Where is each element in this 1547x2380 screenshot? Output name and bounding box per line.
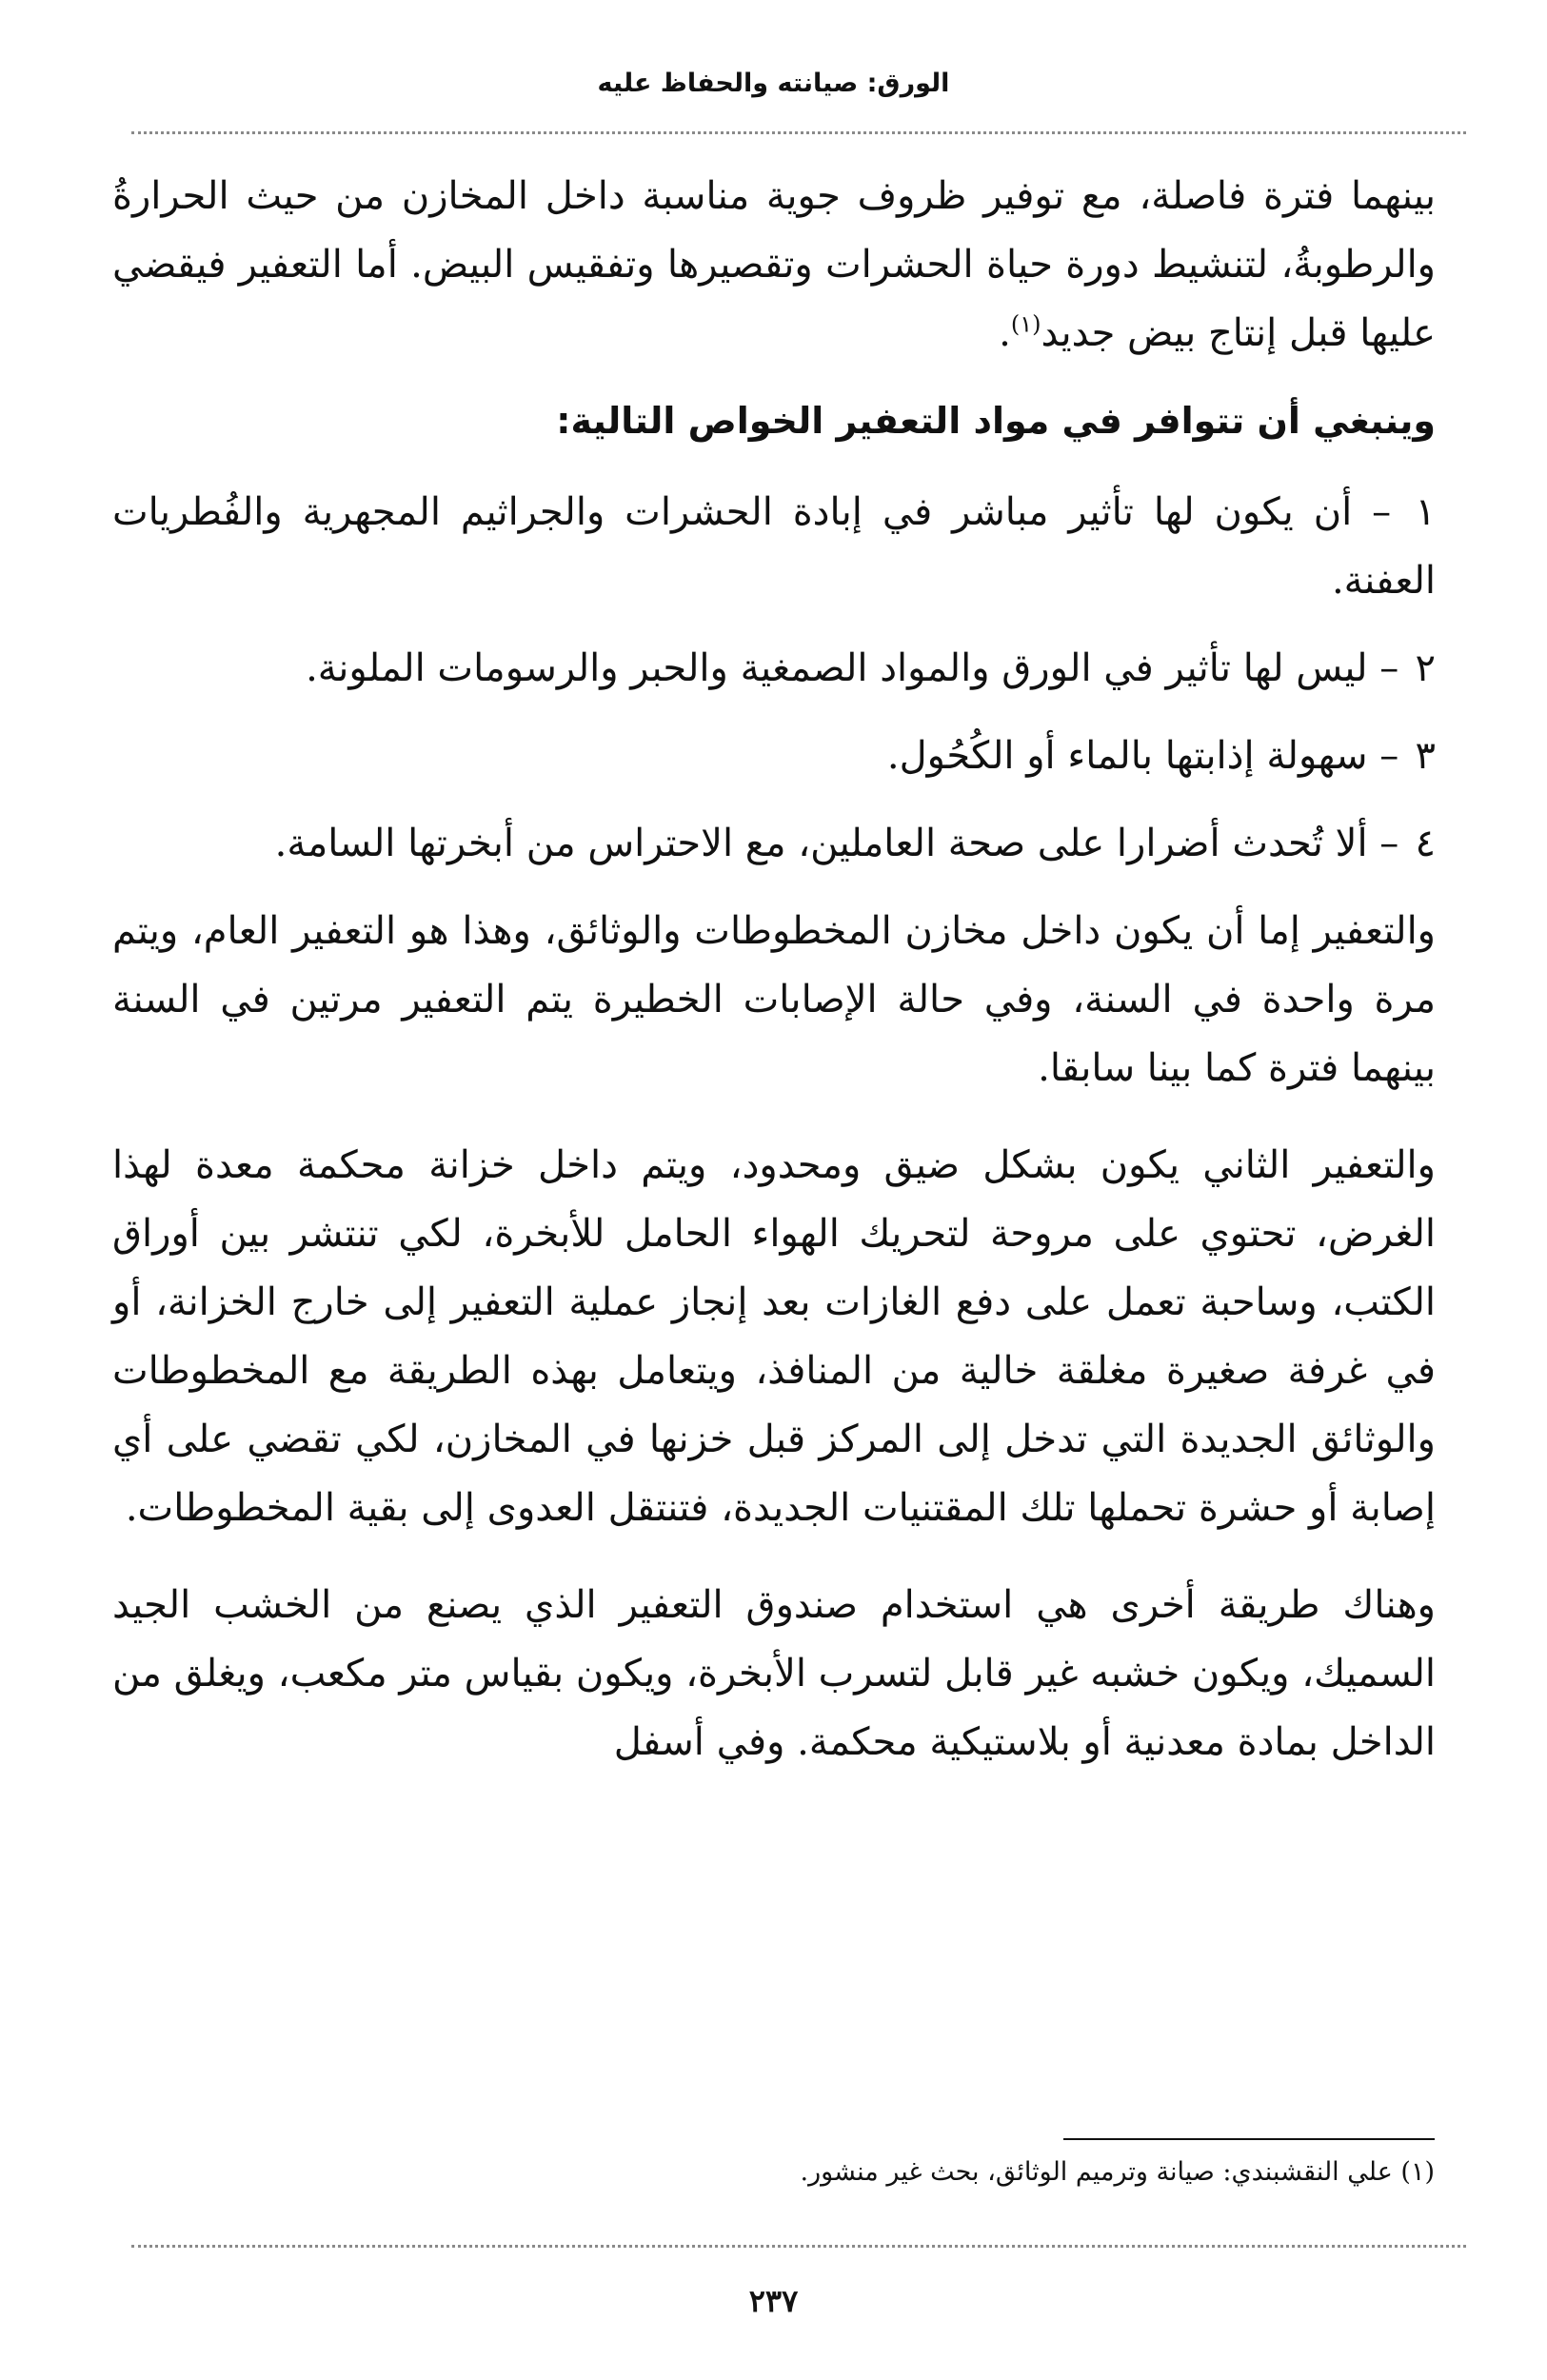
- list-item-text: – سهولة إذابتها بالماء أو الكُحُول.: [886, 734, 1399, 778]
- list-item: [112, 478, 1436, 615]
- list-item: [112, 722, 1436, 790]
- page-body: [112, 162, 1436, 1805]
- list-item-number: ٤: [1415, 822, 1436, 865]
- paragraph-text: بينهما فترة فاصلة، مع توفير ظروف جوية مناسبة داخل المخازن من حيث الحرارةُ والرطوبةُ، لتنشيط دورة حياة الحشرات وتقصيرها وتفقيس البيض. أما التعفير فيقضي عليها قبل إنتاج بيض جديد: [112, 174, 1436, 355]
- page-number: ٢٣٧: [748, 2283, 799, 2319]
- paragraph-continued: [112, 162, 1436, 367]
- running-head: الورق: صيانته والحفاظ عليه: [597, 69, 950, 98]
- list-item-number: ٣: [1415, 734, 1436, 778]
- section-heading: وينبغي أن تتوافر في مواد التعفير الخواص التالية:: [556, 400, 1436, 442]
- footnote-reference: (١): [1010, 310, 1041, 338]
- list-item-number: ٢: [1415, 646, 1436, 690]
- header-rule: [131, 131, 1466, 134]
- footnote-rule: [1063, 2138, 1435, 2140]
- paragraph: والتعفير الثاني يكون بشكل ضيق ومحدود، ويتم داخل خزانة محكمة معدة لهذا الغرض، تحتوي على مروحة لتحريك الهواء الحامل للأبخرة، لكي تنتشر بين أوراق الكتب، وساحبة تعمل على دفع الغازات بعد إنجاز عملية التعفير إلى خارج الخزانة، أو في غرفة صغيرة مغلقة خالية من المنافذ، ويتعامل بهذه الطريقة مع المخطوطات والوثائق الجديدة التي تدخل إلى المركز قبل خزنها في المخازن، لكي تقضي على أي إصابة أو حشرة تحملها تلك المقتنيات الجديدة، فتنتقل العدوى إلى بقية المخطوطات.: [112, 1143, 1437, 1530]
- paragraph: وهناك طريقة أخرى هي استخدام صندوق التعفير الذي يصنع من الخشب الجيد السميك، ويكون خشبه غير قابل لتسرب الأبخرة، ويكون بقياس متر مكعب، ويغلق من الداخل بمادة معدنية أو بلاستيكية محكمة. وفي أسفل: [112, 1583, 1436, 1764]
- list-item-text: – أن يكون لها تأثير مباشر في إبادة الحشرات والجراثيم المجهرية والفُطريات العفنة.: [112, 490, 1436, 603]
- footer-rule: [131, 2245, 1466, 2248]
- list-item: [112, 634, 1436, 703]
- list-item-text: – ليس لها تأثير في الورق والمواد الصمغية والحبر والرسومات الملونة.: [306, 646, 1399, 690]
- list-item-number: ١: [1415, 490, 1436, 534]
- list-item: [112, 809, 1436, 878]
- paragraph-end-mark: .: [999, 311, 1011, 355]
- list-item-text: – ألا تُحدث أضرارا على صحة العاملين، مع الاحتراس من أبخرتها السامة.: [274, 822, 1399, 865]
- footnote: (١) علي النقشبندي: صيانة وترميم الوثائق، بحث غير منشور.: [800, 2157, 1435, 2187]
- paragraph: والتعفير إما أن يكون داخل مخازن المخطوطات والوثائق، وهذا هو التعفير العام، ويتم مرة واحدة في السنة، وفي حالة الإصابات الخطيرة يتم التعفير مرتين في السنة بينهما فترة كما بينا سابقا.: [112, 909, 1436, 1090]
